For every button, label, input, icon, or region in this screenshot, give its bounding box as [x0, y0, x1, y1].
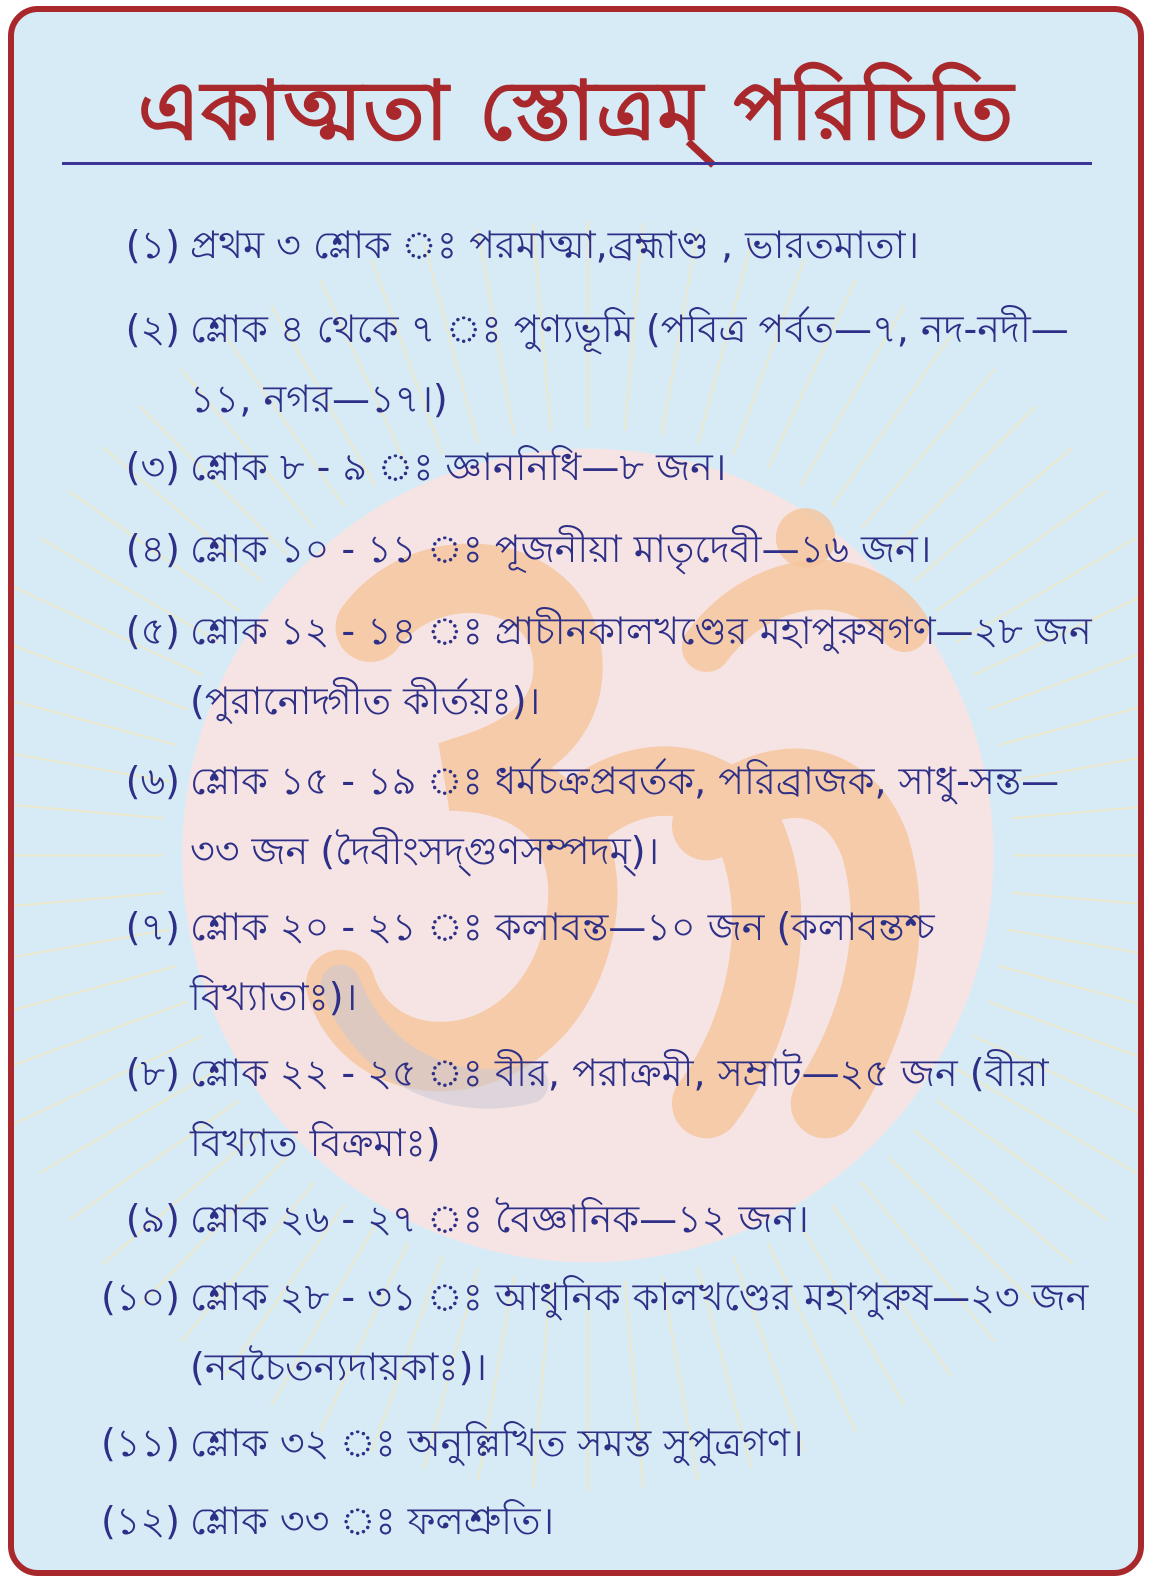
- item-text: শ্লোক ২৬ - ২৭ ঃ বৈজ্ঞানিক—১২ জন।: [190, 1197, 809, 1241]
- item-number: (১): [125, 223, 180, 267]
- item-number: (৬): [125, 759, 180, 803]
- item-text: শ্লোক ১২ - ১৪ ঃ প্রাচীনকালখণ্ডের মহাপুরুষগণ—২৮ জন (পুরানোদ্গীত কীর্তয়ঃ)।: [190, 609, 1092, 723]
- item-text: প্রথম ৩ শ্লোক ঃ পরমাত্মা,ব্রহ্মাণ্ড , ভারতমাতা।: [190, 223, 920, 267]
- poster-card: [8, 6, 1144, 1576]
- item-number: (৭): [125, 905, 180, 949]
- item-text: শ্লোক ৩২ ঃ অনুল্লিখিত সমস্ত সুপুত্রগণ।: [190, 1421, 804, 1465]
- item-number: (৫): [125, 609, 180, 653]
- item-text: শ্লোক ১৫ - ১৯ ঃ ধর্মচক্রপ্রবর্তক, পরিব্রাজক, সাধু-সন্ত—৩৩ জন (দৈবীংসদ্গুণসম্পদম্)।: [190, 759, 1060, 873]
- item-number: (১১): [101, 1421, 180, 1465]
- item-number: (৮): [125, 1051, 180, 1095]
- page-title: একাত্মতা স্তোত্রম্ পরিচিতি: [137, 64, 1015, 159]
- item-number: (৪): [125, 527, 180, 571]
- item-text: শ্লোক ৪ থেকে ৭ ঃ পুণ্যভূমি (পবিত্র পর্বত—৭, নদ-নদী—১১, নগর—১৭।): [190, 307, 1069, 421]
- item-number: (৯): [125, 1197, 180, 1241]
- item-text: শ্লোক ৮ - ৯ ঃ জ্ঞাননিধি—৮ জন।: [190, 445, 727, 489]
- item-text: শ্লোক ১০ - ১১ ঃ পূজনীয়া মাতৃদেবী—১৬ জন।: [190, 527, 932, 571]
- item-number: (৩): [125, 445, 180, 489]
- contents-list: [14, 12, 1138, 1570]
- item-text: শ্লোক ৩৩ ঃ ফলশ্রুতি।: [190, 1499, 555, 1543]
- item-number: (১২): [100, 1499, 180, 1543]
- item-text: শ্লোক ২২ - ২৫ ঃ বীর, পরাক্রমী, সম্রাট—২৫ জন (বীরা বিখ্যাত বিক্রমাঃ): [190, 1051, 1049, 1165]
- item-number: (২): [125, 307, 180, 351]
- item-number: (১০): [100, 1275, 180, 1319]
- item-text: শ্লোক ২৮ - ৩১ ঃ আধুনিক কালখণ্ডের মহাপুরুষ—২৩ জন (নবচৈতন্যদায়কাঃ)।: [190, 1275, 1089, 1389]
- item-text: শ্লোক ২০ - ২১ ঃ কলাবন্ত—১০ জন (কলাবন্তশ্চ বিখ্যাতাঃ)।: [190, 905, 935, 1019]
